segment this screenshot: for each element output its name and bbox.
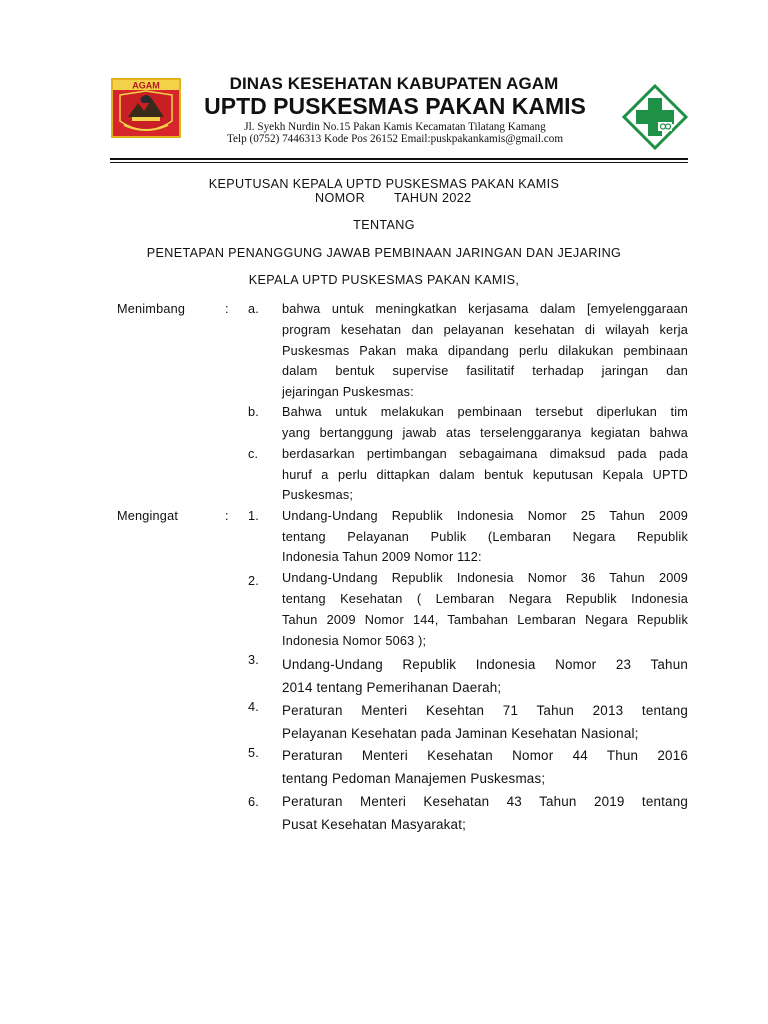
mengingat-item-line: tentang Kesehatan ( Lembaran Negara Republik Indonesia [282, 592, 688, 606]
menimbang-item-line: jejaringan Puskesmas: [282, 385, 414, 399]
mengingat-item-line: Peraturan Menteri Kesehtan 71 Tahun 2013 tentang [282, 703, 688, 718]
mengingat-item-line: Pusat Kesehatan Masyarakat; [282, 817, 467, 832]
mengingat-item-line: tentang Pedoman Manajemen Puskesmas; [282, 771, 546, 786]
menimbang-item-line: dalam bentuk supervise fasilitatif terhadap jaringan dan [282, 364, 688, 378]
menimbang-item-line: berdasarkan pertimbangan sebagaimana dimaksud pada pada [282, 447, 688, 461]
mengingat-item-line: 2014 tentang Pemerihanan Daerah; [282, 680, 502, 695]
agency-name: DINAS KESEHATAN KABUPATEN AGAM [229, 74, 559, 93]
mengingat-item-line: Undang-Undang Republik Indonesia Nomor 25 Tahun 2009 [282, 509, 688, 523]
menimbang-item-line: huruf a perlu dittapkan dalam bentuk keputusan Kepala UPTD [282, 468, 688, 482]
menimbang-colon: : [225, 302, 229, 316]
mengingat-item-line: tentang Pelayanan Publik (Lembaran Negara Republik [282, 530, 688, 544]
mengingat-item-mark: 2. [248, 574, 259, 588]
decree-title: KEPUTUSAN KEPALA UPTD PUSKESMAS PAKAN KAMIS [208, 177, 560, 191]
mengingat-item-mark: 5. [248, 746, 259, 760]
nomor-label: NOMOR [315, 191, 366, 205]
agam-logo-text: AGAM [132, 80, 160, 91]
mengingat-item-line: Pelayanan Kesehatan pada Jaminan Kesehatan Nasional; [282, 726, 639, 741]
menimbang-item-line: Puskesmas Pakan maka dipandang perlu dilakukan pembinaan [282, 344, 688, 358]
menimbang-item-line: Puskesmas; [282, 488, 354, 502]
mengingat-item-mark: 1. [248, 509, 259, 523]
menimbang-item-mark: b. [248, 405, 259, 419]
mengingat-item-line: Peraturan Menteri Kesehatan 43 Tahun 2019 tentang [282, 794, 688, 809]
puskesmas-logo-icon [622, 84, 688, 150]
decree-subject: PENETAPAN PENANGGUNG JAWAB PEMBINAAN JARINGAN DAN JEJARING [146, 246, 622, 260]
menimbang-label: Menimbang [117, 302, 186, 316]
address: Jl. Syekh Nurdin No.15 Pakan Kamis Kecamatan Tilatang Kamang [244, 121, 546, 133]
menimbang-item-line: bahwa untuk meningkatkan kerjasama dalam [emyelenggaraan [282, 302, 688, 316]
mengingat-item-line: Peraturan Menteri Kesehatan Nomor 44 Thun 2016 [282, 748, 688, 763]
menimbang-item-line: yang bertanggung jawab atas terselenggaranya kegiatan bahwa [282, 426, 688, 440]
tentang-heading: TENTANG [353, 218, 415, 232]
mengingat-item-line: Tahun 2009 Nomor 144, Tambahan Lembaran Negara Republik [282, 613, 688, 627]
mengingat-item-mark: 3. [248, 653, 259, 667]
mengingat-colon: : [225, 509, 229, 523]
agam-regency-logo-icon [110, 77, 182, 139]
letterhead-rule-thin [110, 162, 688, 163]
letterhead [0, 0, 768, 170]
letterhead-rule-thick [110, 158, 688, 160]
menimbang-item-mark: a. [248, 302, 259, 316]
mengingat-label: Mengingat [117, 509, 179, 523]
mengingat-item-mark: 4. [248, 700, 259, 714]
unit-name: UPTD PUSKESMAS PAKAN KAMIS [204, 93, 586, 119]
mengingat-item-line: Undang-Undang Republik Indonesia Nomor 36 Tahun 2009 [282, 571, 688, 585]
mengingat-item-line: Undang-Undang Republik Indonesia Nomor 23 Tahun [282, 657, 688, 672]
contact-info: Telp (0752) 7446313 Kode Pos 26152 Email:puskpakankamis@gmail.com [226, 133, 564, 145]
mengingat-item-mark: 6. [248, 795, 259, 809]
menimbang-item-line: Bahwa untuk melakukan pembinaan tersebut diperlukan tim [282, 405, 688, 419]
menimbang-item-mark: c. [248, 447, 259, 461]
mengingat-item-line: Indonesia Nomor 5063 ); [282, 634, 427, 648]
mengingat-item-line: Indonesia Tahun 2009 Nomor 112: [282, 550, 482, 564]
authority-line: KEPALA UPTD PUSKESMAS PAKAN KAMIS, [248, 273, 520, 287]
tahun-label: TAHUN 2022 [394, 191, 472, 205]
menimbang-item-line: program kesehatan dan pelayanan kesehatan di wilayah kerja [282, 323, 688, 337]
